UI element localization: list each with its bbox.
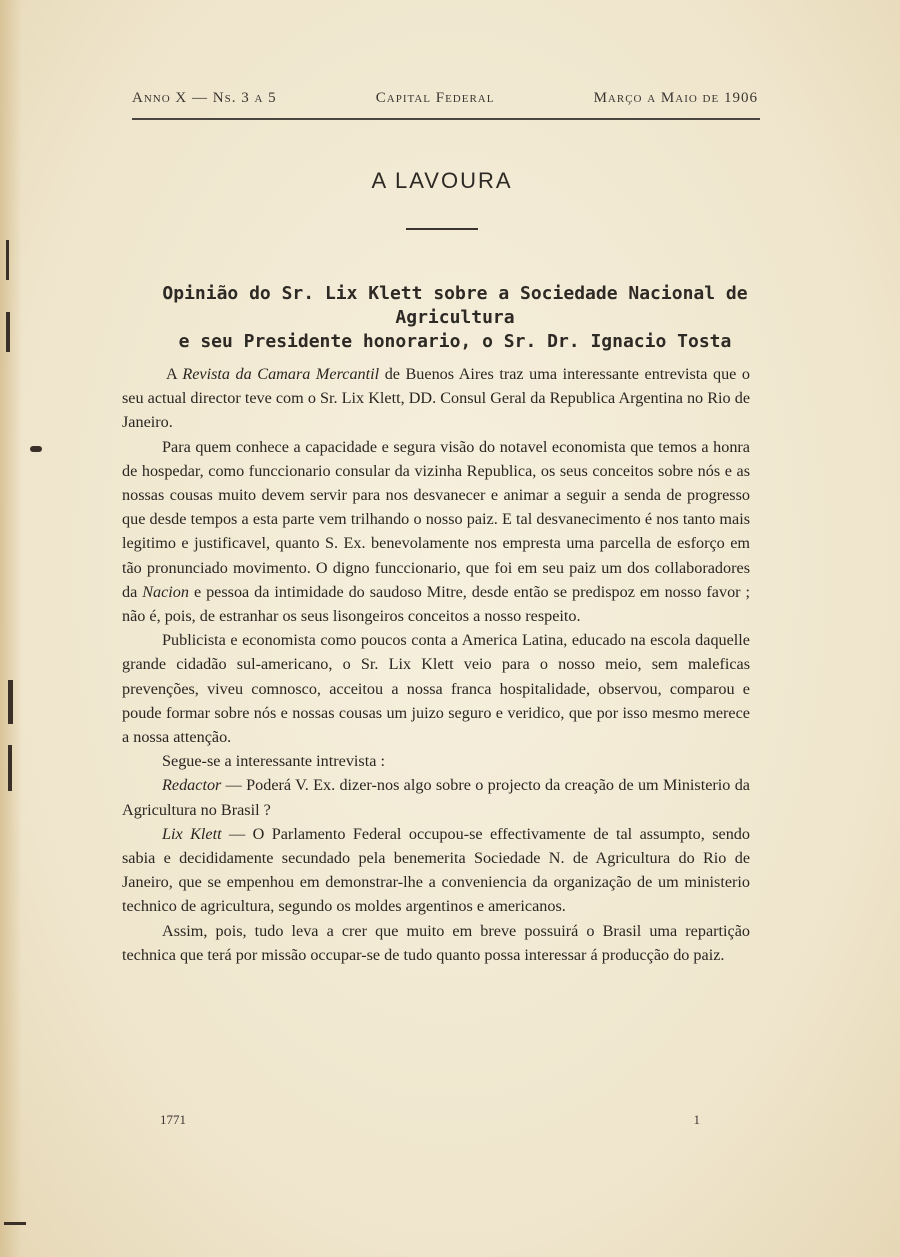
margin-mark [4, 1222, 26, 1225]
running-header [132, 90, 758, 107]
header-place: Capital Federal [375, 90, 495, 106]
sheet-number: 1 [693, 1112, 700, 1127]
paragraph: Assim, pois, tudo leva a crer que muito em breve possuirá o Brasil uma repartição technica que terá por missão occupar-se de tudo quanto possa interessar á producção do paiz. [122, 921, 750, 964]
publication-name: Revista da Camara Mercantil [182, 365, 380, 383]
speaker-label: Redactor [162, 776, 222, 795]
header-rule [132, 118, 760, 120]
header-date: Março a Maio de 1906 [593, 90, 758, 106]
margin-mark [6, 240, 9, 280]
article-heading [100, 282, 810, 354]
paragraph: Para quem conhece a capacidade e segura visão do notavel economista que temos a honra de hospedar, como funccionario consular da vizinha Republica, os seus conceitos sobre nós e as nossas cousas muito devem servir para nos desvanecer e animar a seguir a senda de progresso que desde tempos a esta parte vem trilhando o nosso paiz. E tal desvanecimento é nos tanto mais legitimo e justificavel, quanto S. Ex. benevolamente nos empresta uma parcella de esforço em tão pronunciado movimento. O digno funccionario, que foi em seu paiz um dos collaboradores da Nacion e pessoa da intimidade do saudoso Mitre, desde então se predispoz em nosso favor ; não é, pois, de estranhar os seus lisongeiros conceitos a nosso respeito. [122, 437, 751, 626]
margin-mark [8, 680, 13, 724]
signature-number: 1771 [160, 1112, 186, 1127]
header-issue: Anno X — Ns. 3 a 5 [132, 90, 277, 106]
title-rule [406, 228, 478, 230]
page-title: A LAVOURA [371, 168, 513, 193]
publication-name: Nacion [142, 582, 189, 601]
speaker-label: Lix Klett [162, 824, 222, 843]
article-heading-line-2: e seu Presidente honorario, o Sr. Dr. Ignacio Tosta [178, 331, 732, 352]
margin-mark [8, 745, 12, 791]
margin-mark [6, 312, 10, 352]
article-body [122, 362, 750, 967]
paragraph: Redactor — Poderá V. Ex. dizer-nos algo sobre o projecto da creação de um Ministerio da Agricultura no Brasil ? [122, 776, 750, 819]
paragraph: Publicista e economista como poucos conta a America Latina, educado na escola daquelle grande cidadão sul-americano, o Sr. Lix Klett veio para o nosso meio, sem maleficas prevenções, viveu comnosco, acceitou a nossa franca hospitalidade, observou, comparou e poude formar sobre nós e nossas cousas um juizo seguro e veridico, que por isso mesmo merece a nossa attenção. [122, 631, 750, 747]
paragraph: A Revista da Camara Mercantil de Buenos Aires traz uma interessante entrevista que o seu actual director teve com o Sr. Lix Klett, DD. Consul Geral da Republica Argentina no Rio de Janeiro. [122, 365, 751, 432]
paragraph: Segue-se a interessante intrevista : [162, 752, 385, 771]
page-footer [160, 1112, 700, 1128]
paragraph: Lix Klett — O Parlamento Federal occupou-se effectivamente de tal assumpto, sendo sabia e decididamente secundado pela benemerita Sociedade N. de Agricultura do Rio de Janeiro, que se empenhou em demonstrar-lhe a conveniencia da organização de um ministerio technico de agricultura, segundo os moldes argentinos e americanos. [122, 824, 750, 916]
article-heading-line-1: Opinião do Sr. Lix Klett sobre a Sociedade Nacional de Agricultura [162, 283, 748, 328]
margin-mark [30, 446, 42, 452]
